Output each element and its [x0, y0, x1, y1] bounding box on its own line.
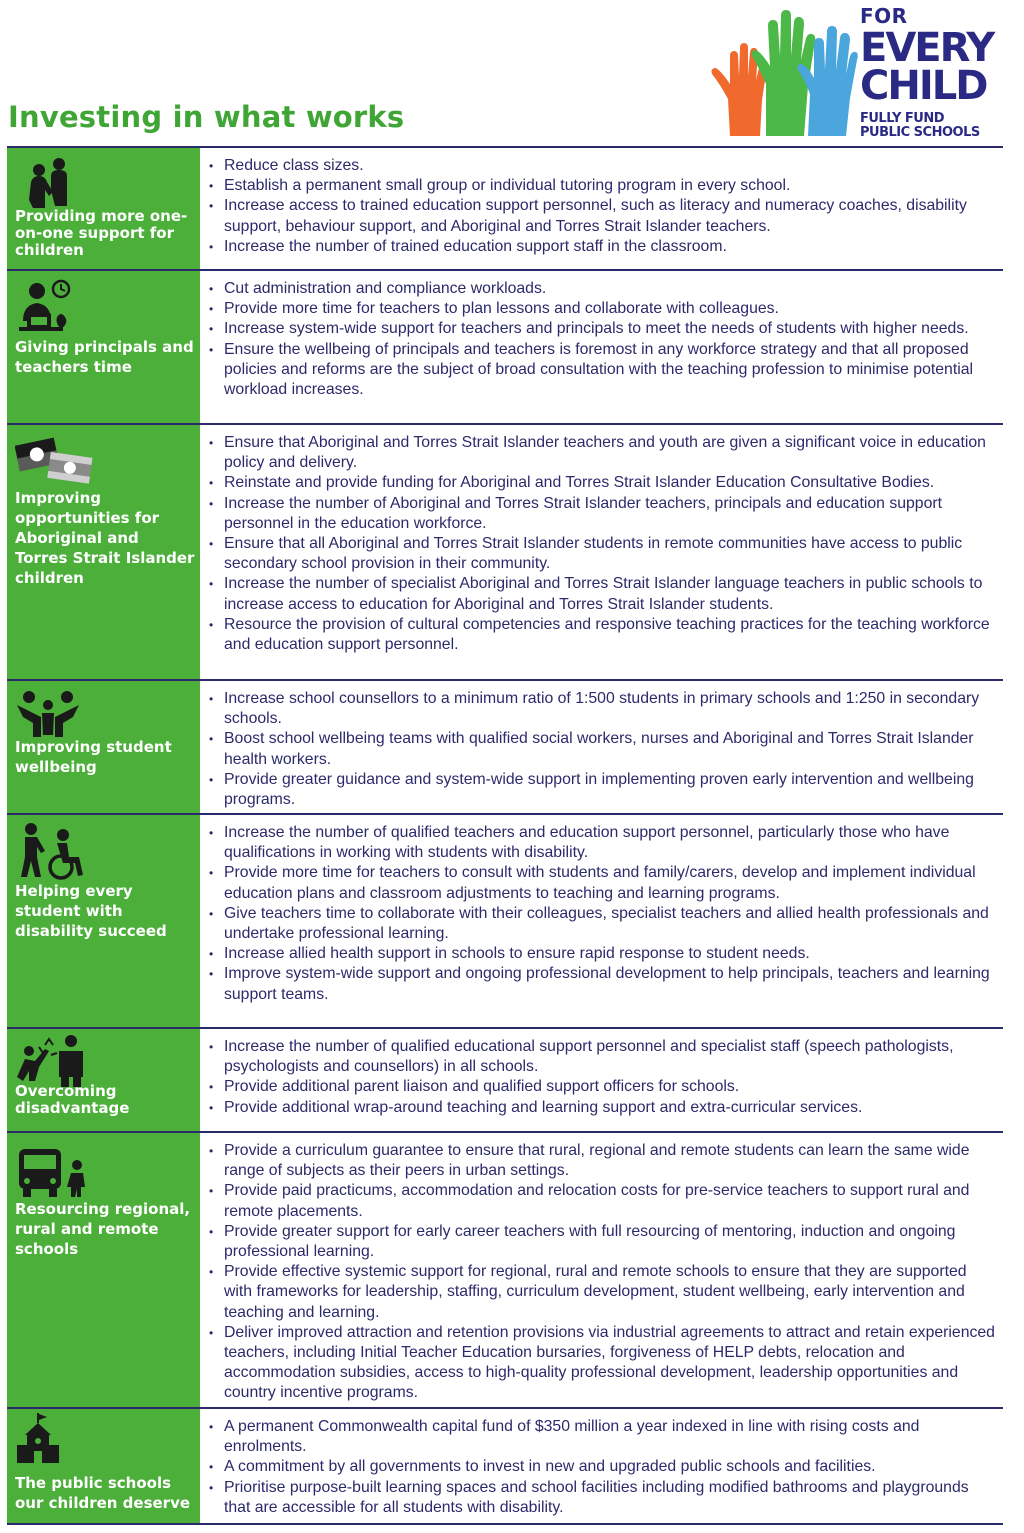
list-item: • Give teachers time to collaborate with their colleagues, specialist teachers and allied health professionals and undertake professional learning. — [209, 904, 997, 944]
category-cell — [7, 271, 201, 423]
list-item: • Ensure that Aboriginal and Torres Strait Islander teachers and youth are given a significant voice in education policy and delivery. — [209, 433, 997, 473]
list-item: • Deliver improved attraction and retention provisions via industrial agreements to attract and retain experienced teachers, including Initial Teacher Education bursaries, forgiveness of HELP debts, relocation and accommodation subsidies, access to high-quality professional development, leadership opportunities and country incentive programs. — [209, 1323, 997, 1404]
category-label: Overcoming disadvantage — [15, 1082, 130, 1117]
list-item: • Provide more time for teachers to plan lessons and collaborate with colleagues. — [209, 299, 997, 319]
list-item: • Increase the number of qualified educational support personnel and specialist staff (speech pathologists, psychologists and counsellors) in all schools. — [209, 1037, 997, 1077]
category-cell — [7, 681, 201, 813]
category-label: Resourcing regional, rural and remote schools — [15, 1200, 191, 1258]
raised-hands-icon — [708, 4, 858, 136]
flags-icon — [15, 435, 95, 495]
page-title: Investing in what works — [8, 100, 405, 134]
table-row — [7, 146, 1003, 269]
list-item: • Increase the number of specialist Aboriginal and Torres Strait Islander language teachers in public schools to increase access to education for Aboriginal and Torres Strait Islander students. — [209, 574, 997, 614]
list-item: • Provide effective systemic support for regional, rural and remote schools to ensure that they are supported with frameworks for leadership, staffing, curriculum development, student wellbeing, early intervention and teaching and learning. — [209, 1262, 997, 1323]
list-item: • Boost school wellbeing teams with qualified social workers, nurses and Aboriginal and Torres Strait Islander health workers. — [209, 729, 997, 769]
list-item: • Reduce class sizes. — [209, 156, 997, 176]
list-item: • Increase school counsellors to a minimum ratio of 1:500 students in primary schools and 1:250 in secondary schools. — [209, 689, 997, 729]
list-item: • Ensure that all Aboriginal and Torres Strait Islander students in remote communities have access to public secondary school provision in their community. — [209, 534, 997, 574]
category-cell — [7, 1409, 201, 1523]
table-row — [7, 269, 1003, 423]
bullet-list — [201, 681, 1003, 813]
category-label: Helping every student with disability succeed — [15, 882, 167, 940]
list-item: • Provide more time for teachers to consult with students and family/carers, develop and implement individual education plans and classroom adjustments to teaching and learning programs. — [209, 863, 997, 903]
list-item: • Increase allied health support in schools to ensure rapid response to student needs. — [209, 944, 997, 964]
list-item: • Cut administration and compliance workloads. — [209, 279, 997, 299]
wheelchair-icon — [15, 821, 95, 881]
bullet-list — [201, 1409, 1003, 1523]
category-cell — [7, 815, 201, 1027]
bullet-list — [201, 271, 1003, 423]
category-cell — [7, 1029, 201, 1131]
list-item: • Provide greater guidance and system-wide support in implementing proven early intervention and wellbeing programs. — [209, 770, 997, 810]
list-item: • Increase access to trained education support personnel, such as literacy and numeracy coaches, disability support, behaviour support, and Aboriginal and Torres Strait Islander teachers. — [209, 196, 997, 236]
category-cell — [7, 1133, 201, 1407]
logo-every-text: EVERY — [860, 25, 994, 71]
logo-child-text: CHILD — [860, 63, 987, 109]
category-label: Giving principals and teachers time — [15, 338, 194, 376]
category-label: Improving opportunities for Aboriginal and Torres Strait Islander children — [15, 489, 195, 587]
investment-table — [7, 146, 1003, 1525]
category-label: The public schools our children deserve — [15, 1474, 191, 1512]
category-cell — [7, 425, 201, 679]
logo-for-text: FOR — [860, 4, 908, 28]
bullet-list — [201, 1029, 1003, 1131]
list-item: • Establish a permanent small group or individual tutoring program in every school. — [209, 176, 997, 196]
for-every-child-logo — [708, 4, 1014, 140]
list-item: • A commitment by all governments to invest in new and upgraded public schools and facilities. — [209, 1457, 997, 1477]
table-row — [7, 423, 1003, 679]
list-item: • Increase the number of Aboriginal and Torres Strait Islander teachers, principals and education support personnel in the education workforce. — [209, 494, 997, 534]
table-row — [7, 813, 1003, 1027]
list-item: • Increase system-wide support for teachers and principals to meet the needs of students with higher needs. — [209, 319, 997, 339]
list-item: • Provide a curriculum guarantee to ensure that rural, regional and remote students can learn the same wide range of subjects as their peers in urban settings. — [209, 1141, 997, 1181]
school-building-icon — [15, 1413, 95, 1473]
table-row — [7, 1131, 1003, 1407]
list-item: • Reinstate and provide funding for Aboriginal and Torres Strait Islander Education Consultative Bodies. — [209, 473, 997, 493]
list-item: • Provide greater support for early career teachers with full resourcing of mentoring, induction and ongoing professional learning. — [209, 1222, 997, 1262]
category-label: Improving student wellbeing — [15, 738, 172, 776]
table-row — [7, 1407, 1003, 1525]
list-item: • Provide paid practicums, accommodation and relocation costs for pre-service teachers to support rural and remote placements. — [209, 1181, 997, 1221]
list-item: • A permanent Commonwealth capital fund of $350 million a year indexed in line with rising costs and enrolments. — [209, 1417, 997, 1457]
list-item: • Provide additional parent liaison and qualified support officers for schools. — [209, 1077, 997, 1097]
bullet-list — [201, 148, 1003, 269]
bullet-list — [201, 815, 1003, 1027]
teacher-time-icon — [15, 277, 95, 337]
list-item: • Improve system-wide support and ongoing professional development to help principals, teachers and learning support teams. — [209, 964, 997, 1004]
school-bus-icon — [15, 1143, 95, 1203]
bullet-list — [201, 425, 1003, 679]
list-item: • Ensure the wellbeing of principals and teachers is foremost in any workforce strategy and that all proposed policies and reforms are the subject of broad consultation with the teaching profession to minimise potential workload increases. — [209, 340, 997, 401]
category-cell — [7, 148, 201, 269]
list-item: • Increase the number of trained education support staff in the classroom. — [209, 237, 997, 257]
logo-fully-fund-text: FULLY FUND — [860, 111, 945, 126]
table-row — [7, 1027, 1003, 1131]
logo-public-schools-text: PUBLIC SCHOOLS — [860, 125, 980, 140]
table-row — [7, 679, 1003, 813]
list-item: • Increase the number of qualified teachers and education support personnel, particularly those who have qualifications in working with students with disability. — [209, 823, 997, 863]
list-item: • Prioritise purpose-built learning spaces and school facilities including modified bathrooms and playgrounds that are accessible for all students with disability. — [209, 1478, 997, 1518]
list-item: • Resource the provision of cultural competencies and responsive teaching practices for the teaching workforce and education support personnel. — [209, 615, 997, 655]
list-item: • Provide additional wrap-around teaching and learning support and extra-curricular services. — [209, 1098, 997, 1118]
category-label: Providing more one-on-one support for children — [15, 207, 188, 259]
bullet-list — [201, 1133, 1003, 1407]
